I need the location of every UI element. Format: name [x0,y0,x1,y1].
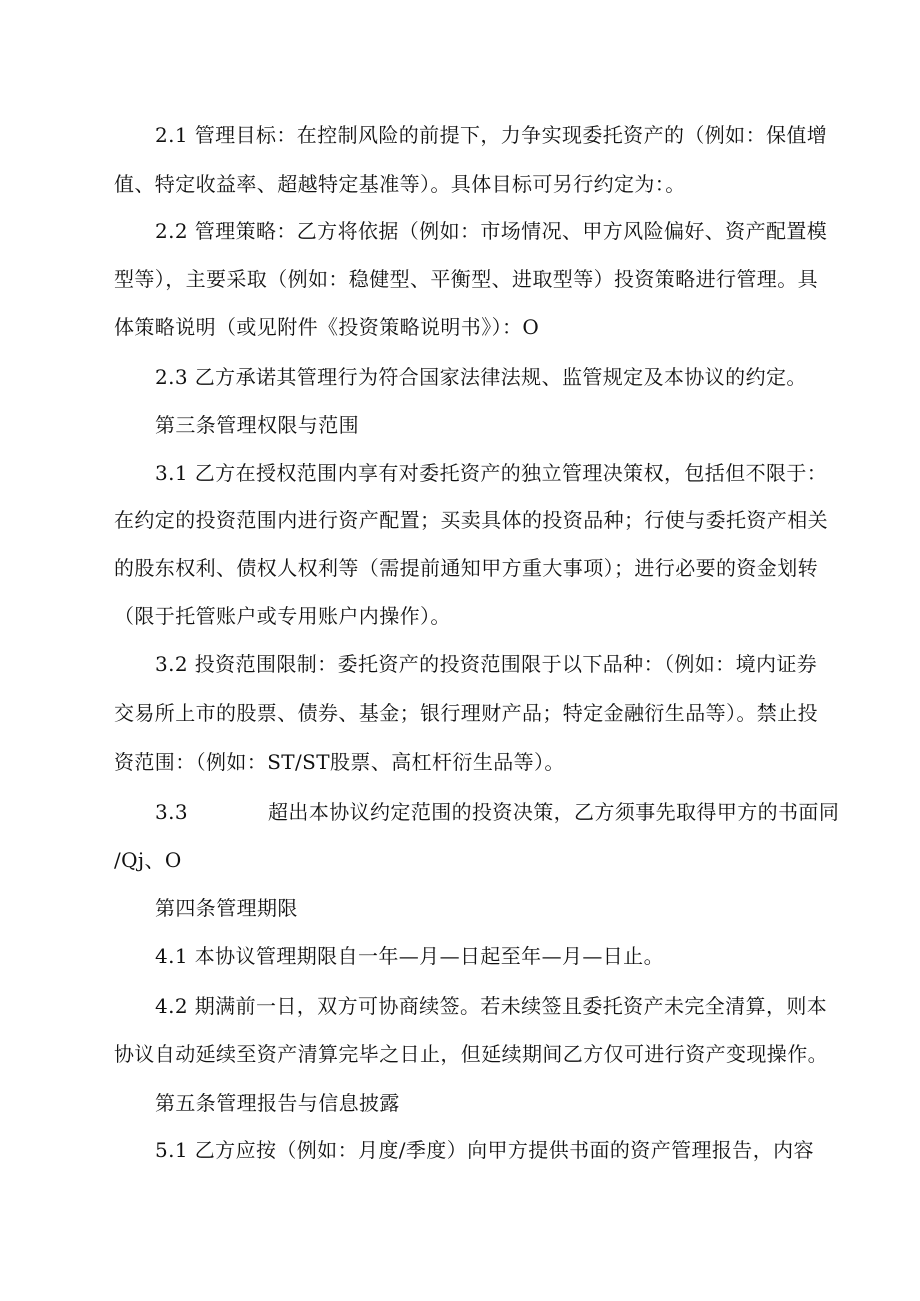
clause-3-2-line-3: 资范围：（例如：ST/ST股票、高杠杆衍生品等）。 [114,750,565,774]
clause-4-2-line-2: 协议自动延续至资产清算完毕之日止，但延续期间乙方仅可进行资产变现操作。 [114,1042,828,1066]
clause-3-2-line-1: 3.2 投资范围限制：委托资产的投资范围限于以下品种：（例如：境内证券 [155,652,818,676]
clause-3-3-line-2: /Qj、O [114,848,182,872]
clause-4-2-line-1: 4.2 期满前一日，双方可协商续签。若未续签且委托资产未完全清算，则本 [155,994,828,1018]
clause-2-2-line-2: 型等），主要采取（例如：稳健型、平衡型、进取型等）投资策略进行管理。具 [114,267,818,291]
clause-3-1-line-3: 的股东权利、债权人权利等（需提前通知甲方重大事项）；进行必要的资金划转 [114,556,818,580]
clause-2-1-line-2: 值、特定收益率、超越特定基准等）。具体目标可另行约定为：。 [114,172,686,196]
clause-3-3-line-1 [155,800,840,824]
article-5-heading: 第五条管理报告与信息披露 [155,1091,400,1115]
clause-2-1-line-1: 2.1 管理目标：在控制风险的前提下，力争实现委托资产的（例如：保值增 [155,123,828,147]
article-3-heading: 第三条管理权限与范围 [155,413,359,437]
clause-3-1-line-2: 在约定的投资范围内进行资产配置；买卖具体的投资品种；行使与委托资产相关 [114,508,828,532]
clause-3-3-text: 超出本协议约定范围的投资决策，乙方须事先取得甲方的书面同 [268,800,840,824]
clause-3-1-line-4: （限于托管账户或专用账户内操作）。 [114,604,451,628]
clause-2-3: 2.3 乙方承诺其管理行为符合国家法律法规、监管规定及本协议的约定。 [155,365,807,389]
clause-3-3-number: 3.3 [155,800,189,824]
clause-3-2-line-2: 交易所上市的股票、债券、基金；银行理财产品；特定金融衍生品等）。禁止投 [114,701,818,725]
clause-2-2-line-1: 2.2 管理策略：乙方将依据（例如：市场情况、甲方风险偏好、资产配置模 [155,219,828,243]
clause-5-1-line-1: 5.1 乙方应按（例如：月度/季度）向甲方提供书面的资产管理报告，内容 [155,1138,814,1162]
clause-4-1: 4.1 本协议管理期限自一年—月—日起至年—月—日止。 [155,944,664,968]
clause-3-1-line-1: 3.1 乙方在授权范围内享有对委托资产的独立管理决策权，包括但不限于： [155,461,828,485]
article-4-heading: 第四条管理期限 [155,896,298,920]
clause-2-2-line-3: 体策略说明（或见附件《投资策略说明书》）：O [114,315,540,339]
